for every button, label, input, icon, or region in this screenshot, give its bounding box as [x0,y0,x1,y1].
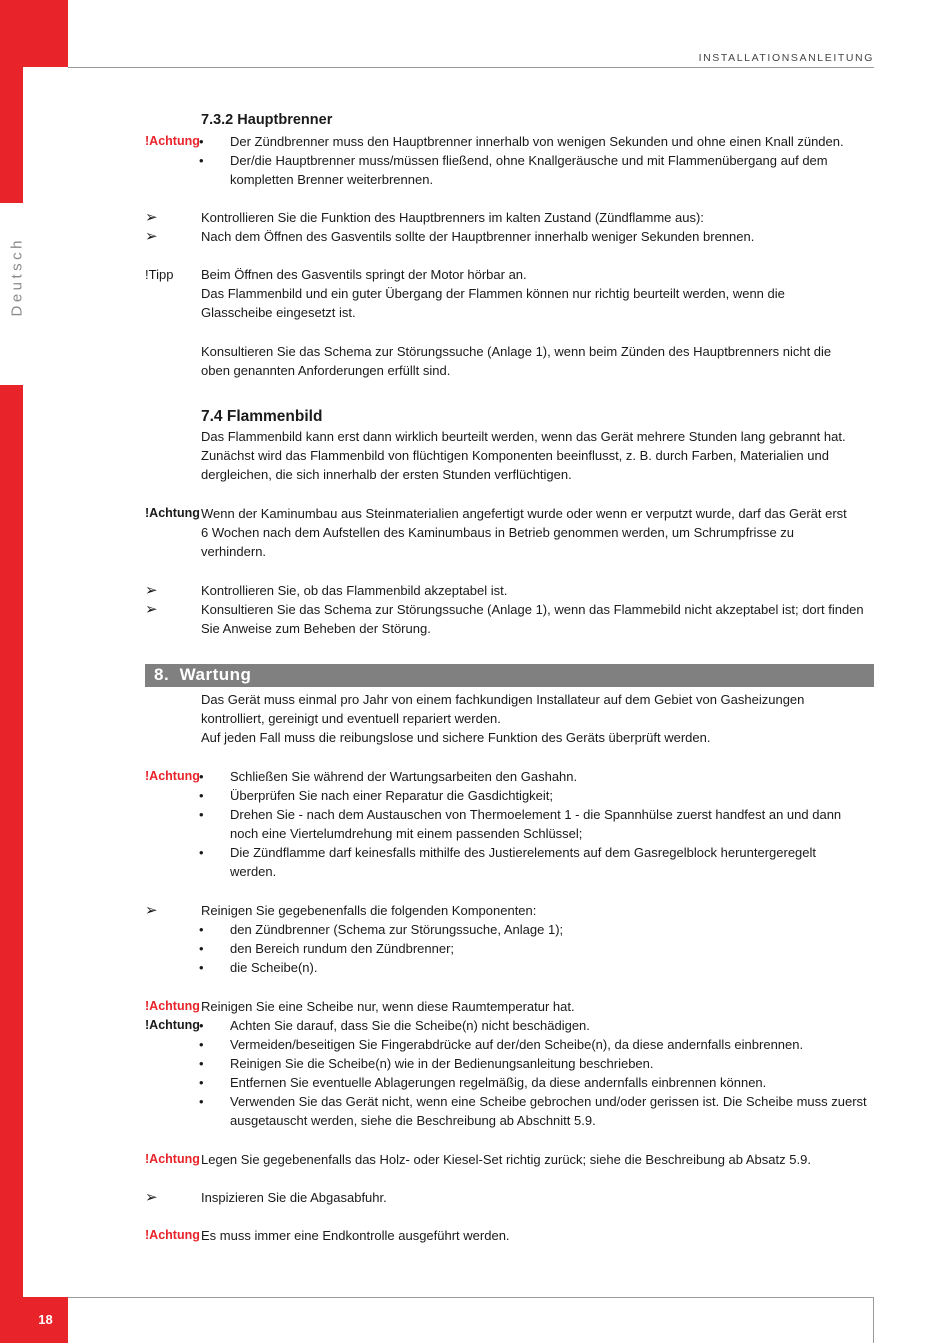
text-line: 6 Wochen nach dem Aufstellen des Kaminumbaus in Betrieb genommen werden, um Schrumpfrisse zu [201,525,795,540]
text-line: Entfernen Sie eventuelle Ablagerungen regelmäßig, da diese andernfalls einbrennen können. [230,1075,767,1090]
text-line: noch eine Viertelumdrehung mit einem passenden Schlüssel; [230,826,583,841]
text-line: Konsultieren Sie das Schema zur Störungssuche (Anlage 1), wenn das Flammebild nicht akzeptabel ist; dort finden [201,602,864,617]
text-line: Schließen Sie während der Wartungsarbeiten den Gashahn. [230,769,578,784]
text-line: kompletten Brenner weiterbrennen. [230,172,434,187]
text-line: Reinigen Sie die Scheibe(n) wie in der Bedienungsanleitung beschrieben. [230,1056,654,1071]
text-line: kontrolliert, gereinigt und eventuell repariert werden. [201,711,501,726]
bullet: • [199,153,204,168]
warning-marker: !Achtung [145,506,200,520]
bullet: • [199,769,204,784]
warning-marker: !Achtung [145,1152,200,1166]
arrow-icon: ➢ [145,601,158,618]
bullet: • [199,807,204,822]
bullet: • [199,941,204,956]
warning-marker: !Achtung [145,1018,200,1032]
text-line: Der Zündbrenner muss den Hauptbrenner innerhalb von wenigen Sekunden und ohne einen Knall zünden. [230,134,844,149]
text-line: Wenn der Kaminumbau aus Steinmaterialien angefertigt wurde oder wenn er verputzt wurde, darf das Gerät erst [201,506,847,521]
footer-rule [68,1297,874,1298]
section-heading-7-4: 7.4 Flammenbild [201,408,323,425]
warning-marker: !Achtung [145,769,200,783]
bullet: • [199,1075,204,1090]
bullet: • [199,134,204,149]
text-line: Reinigen Sie gegebenenfalls die folgenden Komponenten: [201,903,537,918]
text-line: Drehen Sie - nach dem Austauschen von Thermoelement 1 - die Spannhülse zuerst handfest an und dann [230,807,842,822]
bullet: • [199,1094,204,1109]
text-line: verhindern. [201,544,267,559]
text-line: Verwenden Sie das Gerät nicht, wenn eine Scheibe gebrochen und/oder gerissen ist. Die Scheibe muss zuerst [230,1094,867,1109]
section-title-8: 8. Wartung [154,665,252,684]
text-line: Reinigen Sie eine Scheibe nur, wenn diese Raumtemperatur hat. [201,999,575,1014]
language-label: Deutsch [8,236,26,317]
text-line: den Bereich rundum den Zündbrenner; [230,941,455,956]
tip-marker: !Tipp [145,267,174,282]
bullet: • [199,1018,204,1033]
text-line: die Scheibe(n). [230,960,318,975]
arrow-icon: ➢ [145,582,158,599]
text-line: Auf jeden Fall muss die reibungslose und sichere Funktion des Geräts überprüft werden. [201,730,711,745]
text-line: Inspizieren Sie die Abgasabfuhr. [201,1190,387,1205]
arrow-icon: ➢ [145,902,158,919]
bullet: • [199,1056,204,1071]
warning-marker: !Achtung [145,134,200,148]
text-line: Die Zündflamme darf keinesfalls mithilfe des Justierelements auf dem Gasregelblock heruntergeregelt [230,845,817,860]
text-line: Sie Anweise zum Beheben der Störung. [201,621,431,636]
text-line: Kontrollieren Sie die Funktion des Hauptbrenners im kalten Zustand (Zündflamme aus): [201,210,704,225]
text-line: dergleichen, die sich innerhalb der ersten Stunden verflüchtigen. [201,467,572,482]
text-line: oben genannten Anforderungen erfüllt sind. [201,363,451,378]
header-rule [68,67,874,68]
arrow-icon: ➢ [145,209,158,226]
page-number: 18 [38,1312,53,1327]
text-line: den Zündbrenner (Schema zur Störungssuche, Anlage 1); [230,922,564,937]
text-line: Überprüfen Sie nach einer Reparatur die Gasdichtigkeit; [230,788,554,803]
text-line: Legen Sie gegebenenfalls das Holz- oder Kiesel-Set richtig zurück; siehe die Beschreibung ab Absatz 5.9. [201,1152,811,1167]
text-line: Kontrollieren Sie, ob das Flammenbild akzeptabel ist. [201,583,508,598]
text-line: Glasscheibe eingesetzt ist. [201,305,356,320]
bullet: • [199,922,204,937]
bullet: • [199,788,204,803]
text-line: Konsultieren Sie das Schema zur Störungssuche (Anlage 1), wenn beim Zünden des Hauptbrenners nicht die [201,344,832,359]
left-red-bar-top [0,0,23,203]
text-line: Der/die Hauptbrenner muss/müssen fließend, ohne Knallgeräusche und mit Flammenübergang auf dem [230,153,828,168]
text-line: Das Flammenbild und ein guter Übergang der Flammen können nur richtig beurteilt werden, wenn die [201,286,785,301]
document-header: INSTALLATIONSANLEITUNG [698,52,874,64]
arrow-icon: ➢ [145,1189,158,1206]
warning-marker: !Achtung [145,1228,200,1242]
text-line: Das Flammenbild kann erst dann wirklich beurteilt werden, wenn das Gerät mehrere Stunden lang gebrannt hat. [201,429,846,444]
warning-marker: !Achtung [145,999,200,1013]
section-heading-7-3-2: 7.3.2 Hauptbrenner [201,112,333,128]
text-line: Achten Sie darauf, dass Sie die Scheibe(n) nicht beschädigen. [230,1018,590,1033]
text-line: Zunächst wird das Flammenbild von flüchtigen Komponenten beeinflusst, z. B. durch Farben, Materialien und [201,448,829,463]
text-line: ausgetauscht werden, siehe die Beschreibung ab Abschnitt 5.9. [230,1113,596,1128]
text-line: Beim Öffnen des Gasventils springt der Motor hörbar an. [201,267,527,282]
text-line: Vermeiden/beseitigen Sie Fingerabdrücke auf der/den Scheibe(n), da diese andernfalls einbrennen. [230,1037,804,1052]
bullet: • [199,960,204,975]
section-bar-8 [145,664,874,687]
left-red-bar-bottom [0,385,23,1343]
bullet: • [199,1037,204,1052]
text-line: Das Gerät muss einmal pro Jahr von einem fachkundigen Installateur auf dem Gebiet von Gasheizungen [201,692,805,707]
corner-red-block [23,0,68,67]
text-line: werden. [230,864,277,879]
footer-rule-end [873,1297,874,1343]
text-line: Nach dem Öffnen des Gasventils sollte der Hauptbrenner innerhalb weniger Sekunden brennen. [201,229,755,244]
text-line: Es muss immer eine Endkontrolle ausgeführt werden. [201,1228,510,1243]
arrow-icon: ➢ [145,228,158,245]
bullet: • [199,845,204,860]
